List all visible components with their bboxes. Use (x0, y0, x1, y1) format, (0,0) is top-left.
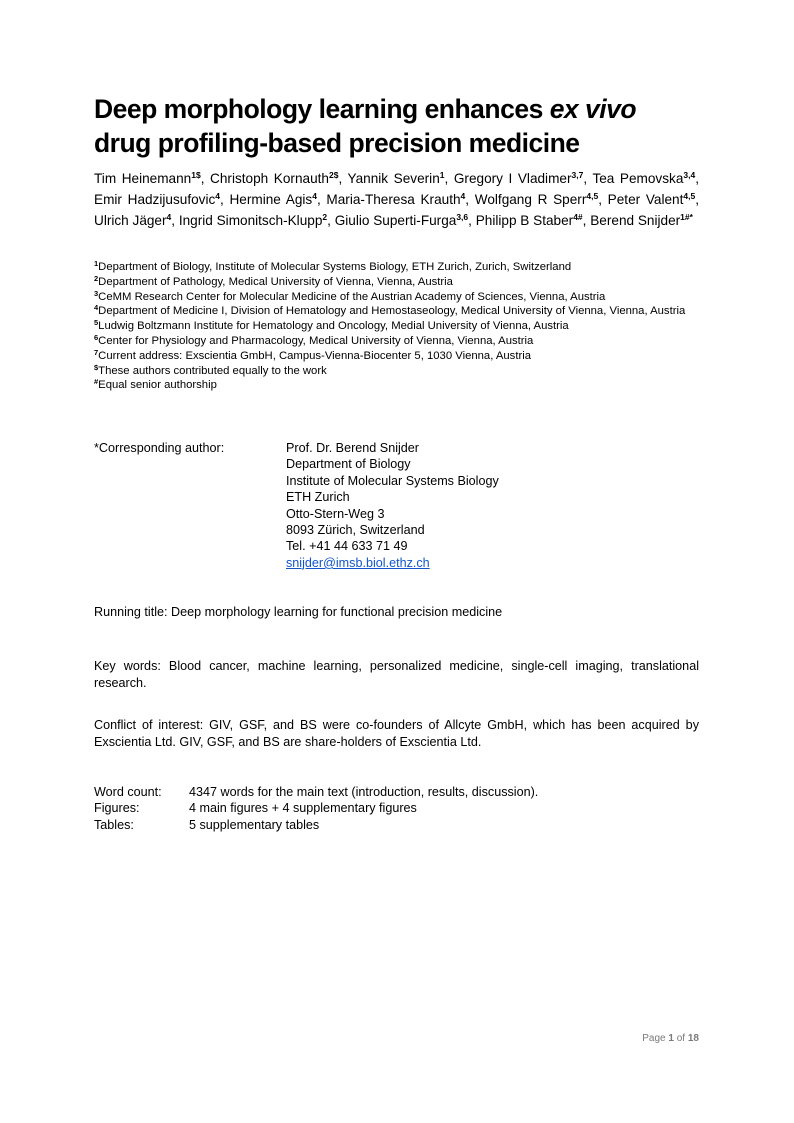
author-affiliation-marker: 4 (215, 191, 220, 201)
author (335, 213, 468, 228)
author-affiliation-marker: 3,4 (683, 170, 696, 180)
author-name: Hermine Agis (229, 192, 313, 207)
author-name: Yannik Severin (347, 171, 440, 186)
page-number (642, 1033, 699, 1044)
author-affiliation-marker: 4 (312, 191, 317, 201)
author (592, 171, 695, 186)
author-affiliation-marker: 4 (460, 191, 466, 201)
author-affiliation-marker: 1#* (680, 212, 693, 222)
footer-current-page: 1 (668, 1033, 674, 1044)
affiliation-marker: 6 (94, 332, 99, 342)
count-label: Word count: (94, 785, 162, 799)
author (326, 192, 465, 207)
address-line: 8093 Zürich, Switzerland (286, 523, 425, 538)
author-name: Peter Valent (607, 192, 684, 207)
word-count-block (94, 784, 699, 833)
title-text: Deep morphology learning enhances (94, 94, 550, 124)
author-name: Tim Heinemann (94, 171, 192, 186)
author-affiliation-marker: 4,5 (683, 191, 696, 201)
affiliation-marker: 4 (94, 303, 99, 313)
affiliation (94, 290, 699, 305)
affiliation (94, 349, 699, 364)
affiliation-text: These authors contributed equally to the work (98, 364, 327, 377)
author-affiliation-marker: 1$ (191, 170, 201, 180)
title-italic-text: ex vivo (549, 94, 637, 124)
author (454, 171, 583, 186)
affiliation-text: CeMM Research Center for Molecular Medicine of the Austrian Academy of Sciences, Vienna, Austria (98, 290, 606, 303)
author (210, 171, 338, 186)
author-name: Philipp B Staber (475, 213, 574, 228)
author-affiliation-marker: 1 (439, 170, 445, 180)
author (229, 192, 316, 207)
affiliation (94, 378, 699, 393)
affiliation-text: Equal senior authorship (98, 379, 217, 392)
author-name: Emir Hadzijusufovic (94, 192, 216, 207)
count-row (94, 817, 699, 833)
email-link[interactable]: snijder@imsb.biol.ethz.ch (286, 555, 430, 570)
affiliation (94, 275, 699, 290)
affiliation (94, 364, 699, 379)
count-value: 5 supplementary tables (189, 817, 320, 832)
author-affiliation-marker: 3,7 (571, 170, 584, 180)
affiliation-marker: 7 (94, 347, 99, 357)
affiliation-text: Center for Physiology and Pharmacology, Medical University of Vienna, Vienna, Austria (98, 334, 534, 347)
affiliation (94, 260, 699, 275)
affiliation-text: Ludwig Boltzmann Institute for Hematology and Oncology, Medial University of Vienna, Austria (98, 320, 569, 333)
count-row (94, 800, 699, 816)
author-affiliation-marker: 3,6 (456, 212, 469, 222)
author-affiliation-marker: 2 (322, 212, 328, 222)
affiliation-text: Current address: Exscientia GmbH, Campus-Vienna-Biocenter 5, 1030 Vienna, Austria (98, 349, 532, 362)
author (94, 213, 171, 228)
paper-title (94, 92, 699, 160)
affiliation-list (94, 260, 699, 393)
address-line: Institute of Molecular Systems Biology (286, 473, 499, 488)
corresponding-author-label: *Corresponding author: (94, 441, 225, 455)
affiliation-marker: $ (94, 362, 99, 372)
author-affiliation-marker: 2$ (328, 170, 339, 180)
keywords: Key words: Blood cancer, machine learning, personalized medicine, single-cell imaging, translational research. (94, 659, 699, 690)
author-name: Ulrich Jäger (94, 213, 167, 228)
author-list: Tim Heinemann$^{1\$}$, Christoph Kornauth$^{2\$}$, Yannik Severin$^1$, Gregory I Vladimer$^{3,7}$, Tea Pemovska$^{3,4}$, Emir Hadzijusufovic$^4$, Hermine Agis$^4$, Maria-Theresa Krauth$^4$, Wolfgang R Sperr$^{4,5}$, Peter Valent$^{4,5}$, Ulrich Jäger$^4$, Ingrid Simonitsch-Klupp$^2$, Giulio Superti-Furga$^{3,6}$, Philipp B Staber$^{4\#}$, Berend Snijder$^{1\#*}$ (94, 170, 699, 228)
count-value: 4 main figures + 4 supplementary figures (189, 801, 417, 816)
author-name: Tea Pemovska (592, 171, 684, 186)
author-affiliation-marker: 4# (573, 212, 583, 222)
affiliation-text: Department of Biology, Institute of Molecular Systems Biology, ETH Zurich, Zurich, Switzerland (98, 261, 572, 273)
address-line: Department of Biology (286, 457, 411, 472)
author-name: Giulio Superti-Furga (334, 213, 457, 228)
count-label: Tables: (94, 817, 134, 832)
author-name: Wolfgang R Sperr (474, 192, 587, 207)
affiliation (94, 319, 699, 334)
footer-of-word: of (676, 1033, 686, 1044)
title-text-end: drug profiling-based precision medicine (94, 128, 580, 158)
author (476, 213, 583, 228)
corresponding-author-address (286, 440, 499, 571)
footer-page-word: Page (642, 1033, 666, 1044)
author (348, 171, 445, 186)
author-name: Gregory I Vladimer (453, 171, 572, 186)
author-affiliation-marker: 4 (166, 212, 172, 222)
affiliation (94, 304, 699, 319)
affiliation-marker: 3 (94, 288, 99, 298)
affiliation-text: Department of Pathology, Medical University of Vienna, Vienna, Austria (98, 275, 453, 288)
count-label: Figures: (94, 801, 140, 816)
author-name: Maria-Theresa Krauth (326, 192, 461, 207)
count-value: 4347 words for the main text (introduction, results, discussion). (189, 785, 539, 799)
affiliation-marker: 1 (94, 259, 99, 268)
running-title: Running title: Deep morphology learning for functional precision medicine (94, 605, 503, 619)
affiliation-marker: 2 (94, 273, 99, 283)
author (608, 192, 696, 207)
footer-total-pages: 18 (687, 1033, 699, 1044)
author (179, 213, 327, 228)
affiliation (94, 334, 699, 349)
author-name: Christoph Kornauth (210, 171, 329, 186)
author (475, 192, 598, 207)
author-name: Ingrid Simonitsch-Klupp (178, 213, 323, 228)
address-line: ETH Zurich (286, 490, 350, 505)
count-row (94, 784, 699, 800)
address-line: Otto-Stern-Weg 3 (286, 506, 385, 521)
conflict-of-interest: Conflict of interest: GIV, GSF, and BS were co-founders of Allcyte GmbH, which has been acquired by Exscientia Ltd. GIV, GSF, and BS are share-holders of Exscientia Ltd. (94, 718, 699, 749)
address-line: Prof. Dr. Berend Snijder (286, 441, 419, 455)
address-line: Tel. +41 44 633 71 49 (286, 539, 408, 554)
author-name: Berend Snijder (590, 213, 681, 228)
affiliation-text: Department of Medicine I, Division of Hematology and Hemostaseology, Medical University of Vienna, Vienna, Austria (98, 305, 686, 318)
author (94, 192, 220, 207)
author-affiliation-marker: 4,5 (586, 191, 599, 201)
affiliation-marker: # (94, 377, 99, 387)
affiliation-marker: 5 (94, 318, 99, 328)
author (590, 213, 693, 228)
author (94, 171, 201, 186)
